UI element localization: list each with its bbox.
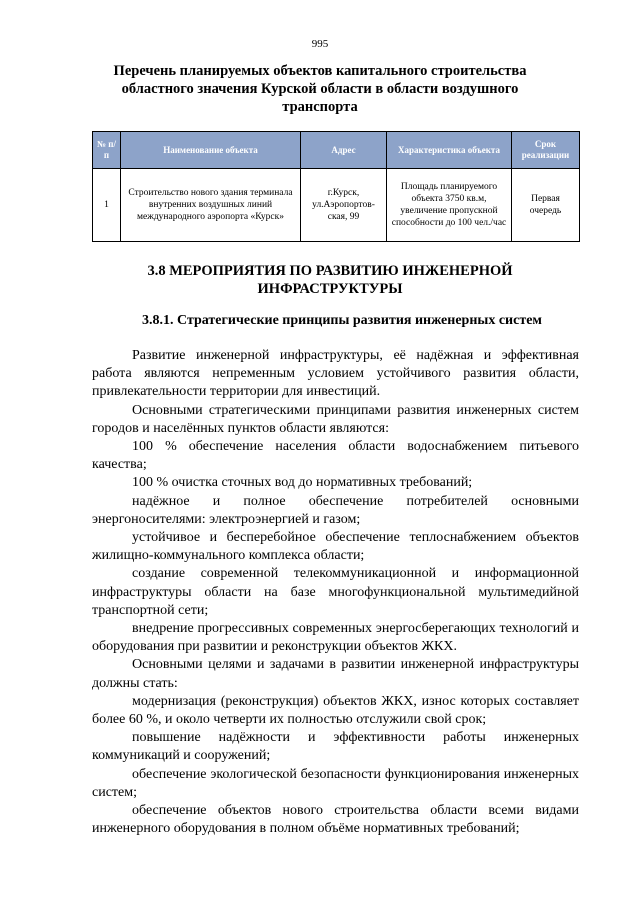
paragraph: Основными стратегическими принципами развития инженерных систем городов и населённых пунктов области являются:: [92, 402, 579, 436]
cell-address: г.Курск, ул.Аэропортов-ская, 99: [301, 169, 387, 242]
column-header-number: № п/п: [93, 132, 121, 169]
page-number: 995: [311, 38, 329, 50]
paragraph: 100 % очистка сточных вод до нормативных требований;: [132, 475, 473, 491]
paragraph: модернизация (реконструкция) объектов ЖКХ, износ которых составляет более 60 %, и около четверти их полностью отслужили свой срок;: [92, 693, 579, 728]
cell-period: Первая очередь: [512, 169, 580, 242]
column-header-period: Срок реализации: [512, 132, 580, 169]
paragraph: Основными целями и задачами в развитии инженерной инфраструктуры должны стать:: [92, 657, 579, 691]
paragraph: внедрение прогрессивных современных энергосберегающих технологий и оборудования при развитии и реконструкции объектов ЖКХ.: [92, 621, 579, 655]
subsection-heading: 3.8.1. Стратегические принципы развития инженерных систем: [142, 313, 542, 328]
paragraph: повышение надёжности и эффективности работы инженерных коммуникаций и сооружений;: [92, 730, 579, 764]
cell-number: 1: [93, 169, 121, 242]
column-header-address: Адрес: [301, 132, 387, 169]
paragraph: обеспечение объектов нового строительства области всеми видами инженерного оборудования в полном объёме нормативных требований;: [92, 803, 579, 837]
section-heading: 3.8 МЕРОПРИЯТИЯ ПО РАЗВИТИЮ ИНЖЕНЕРНОЙ ИНФРАСТРУКТУРЫ: [147, 263, 513, 297]
table-row: [93, 169, 580, 242]
cell-characteristics: Площадь планируемого объекта 3750 кв.м, увеличение пропускной способности до 100 чел./час: [387, 169, 512, 242]
body-text: [92, 347, 579, 838]
paragraph: создание современной телекоммуникационной и информационной инфраструктуры области на базе многофункциональной мультимедийной транспортной сети;: [92, 566, 579, 618]
paragraph: Развитие инженерной инфраструктуры, её надёжная и эффективная работа являются непременным условием устойчивого развития области, привлекательности территории для инвестиций.: [92, 348, 579, 400]
document-title: Перечень планируемых объектов капитального строительства областного значения Курской области в области воздушного транспорта: [113, 63, 527, 115]
paragraph: обеспечение экологической безопасности функционирования инженерных систем;: [92, 766, 579, 800]
table-header-row: [93, 132, 580, 169]
cell-name: Строительство нового здания терминала внутренних воздушных линий международного аэропорта «Курск»: [121, 169, 301, 242]
column-header-name: Наименование объекта: [121, 132, 301, 169]
column-header-characteristics: Характеристика объекта: [387, 132, 512, 169]
paragraph: устойчивое и бесперебойное обеспечение теплоснабжением объектов жилищно-коммунального комплекса области;: [92, 530, 579, 564]
paragraph: 100 % обеспечение населения области водоснабжением питьевого качества;: [92, 439, 579, 473]
objects-table: [92, 131, 580, 242]
paragraph: надёжное и полное обеспечение потребителей основными энергоносителями: электроэнергией и газом;: [92, 493, 579, 527]
